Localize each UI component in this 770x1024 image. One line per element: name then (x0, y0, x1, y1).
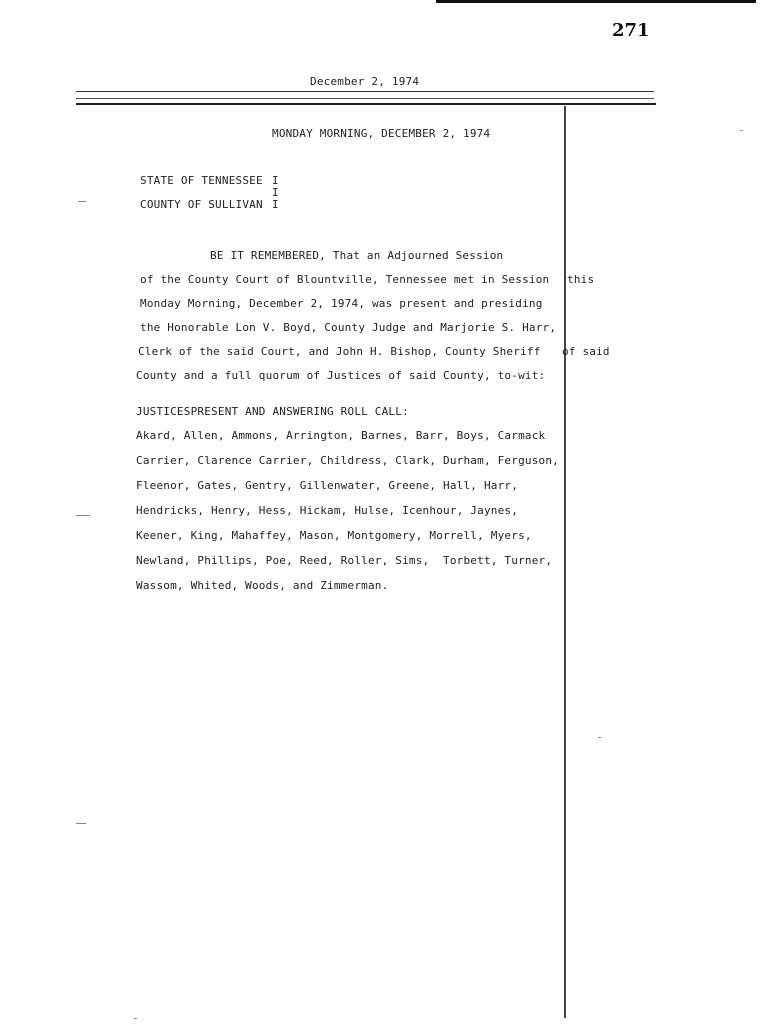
scan-speck (78, 201, 86, 202)
roll-call-heading: JUSTICESPRESENT AND ANSWERING ROLL CALL: (136, 405, 409, 418)
scan-speck (740, 130, 743, 131)
header-rule-2 (76, 98, 654, 99)
scan-speck (76, 823, 86, 824)
top-edge-rule (436, 0, 756, 3)
venue-mark-1: I (272, 174, 279, 187)
page-number: 271 (612, 20, 650, 41)
roll-call-line-5: Keener, King, Mahaffey, Mason, Montgomery, Morrell, Myers, (136, 529, 532, 542)
county-label: COUNTY OF SULLIVAN (140, 198, 263, 211)
roll-call-line-6: Newland, Phillips, Poe, Reed, Roller, Sims, Torbett, Turner, (136, 554, 553, 567)
paragraph-line-3: Monday Morning, December 2, 1974, was present and presiding (140, 297, 543, 310)
session-title: MONDAY MORNING, DECEMBER 2, 1974 (272, 127, 491, 140)
venue-mark-3: I (272, 198, 279, 211)
paragraph-line-1: BE IT REMEMBERED, That an Adjourned Session (210, 249, 504, 262)
margin-rule (564, 106, 566, 1018)
roll-call-line-4: Hendricks, Henry, Hess, Hickam, Hulse, Icenhour, Jaynes, (136, 504, 519, 517)
roll-call-line-3: Fleenor, Gates, Gentry, Gillenwater, Greene, Hall, Harr, (136, 479, 519, 492)
header-date: December 2, 1974 (310, 75, 420, 88)
paragraph-line-6: County and a full quorum of Justices of said County, to-wit: (136, 369, 546, 382)
scan-speck (76, 515, 90, 516)
scan-speck (134, 1018, 137, 1019)
state-label: STATE OF TENNESSEE (140, 174, 263, 187)
margin-word-this: this (567, 273, 595, 286)
header-rule-3 (76, 103, 656, 105)
paragraph-line-5: Clerk of the said Court, and John H. Bishop, County Sheriff (138, 345, 541, 358)
venue-mark-2: I (272, 186, 279, 199)
header-rule-1 (76, 91, 654, 92)
roll-call-line-2: Carrier, Clarence Carrier, Childress, Clark, Durham, Ferguson, (136, 454, 559, 467)
paragraph-line-4: the Honorable Lon V. Boyd, County Judge and Marjorie S. Harr, (140, 321, 557, 334)
roll-call-line-7: Wassom, Whited, Woods, and Zimmerman. (136, 579, 389, 592)
paragraph-line-2: of the County Court of Blountville, Tennessee met in Session (140, 273, 550, 286)
roll-call-line-1: Akard, Allen, Ammons, Arrington, Barnes, Barr, Boys, Carmack (136, 429, 546, 442)
margin-word-of-said: of said (562, 345, 610, 358)
scan-speck (598, 737, 601, 738)
